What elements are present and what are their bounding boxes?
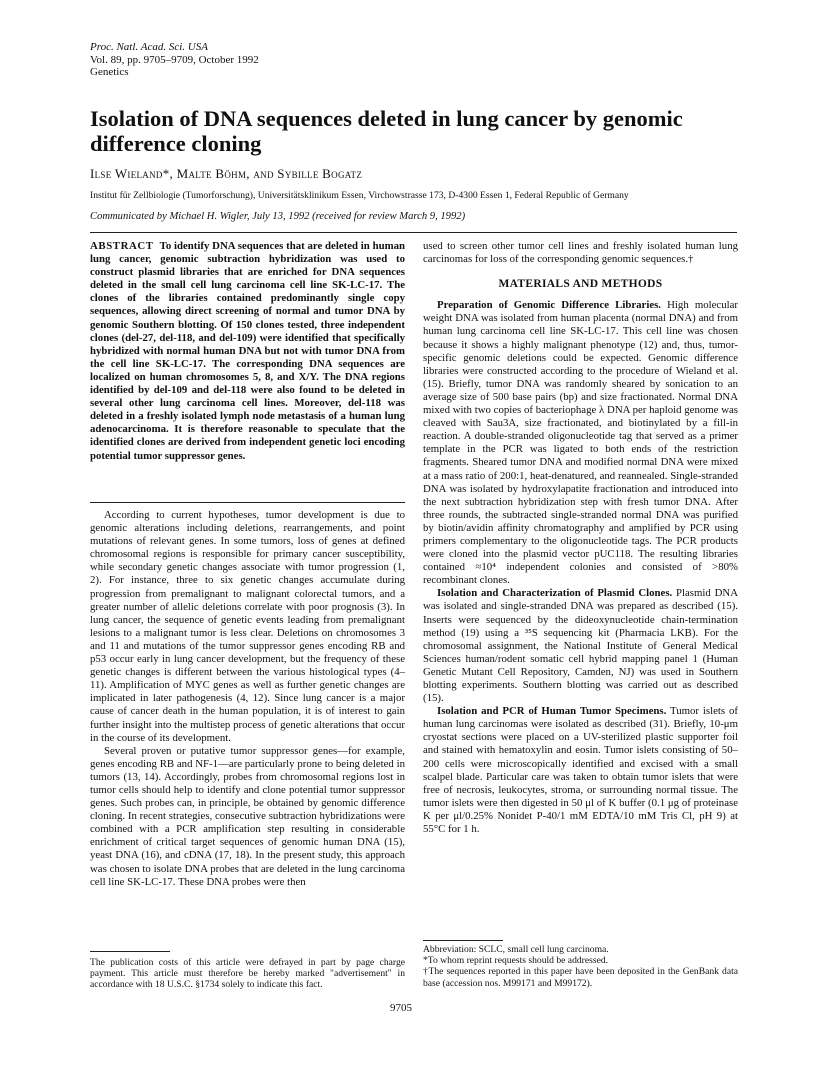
abstract-label: ABSTRACT [90, 240, 154, 252]
abstract-text: To identify DNA sequences that are deleted in human lung cancer, genomic subtraction hybridization was used to construct plasmid libraries that are enriched for DNA sequences deleted in the small cell lung carcinoma cell line SK-LC-17. The clones of the libraries contained predominantly single copy sequences, allowing direct screening of normal and tumor DNA by genomic Southern blotting. Of 150 clones tested, three independent clones (del-27, del-118, and del-109) were identified that specifically hybridized with normal human DNA but not with tumor DNA from the cell line SK-LC-17. The corresponding DNA sequences are localized on human chromosomes 5, 8, and X/Y. The DNA regions identified by del-109 and del-118 were also found to be deleted in several other lung carcinoma cell lines. Moreover, del-118 was deleted in a freshly isolated lymph node metastasis of a human lung adenocarcinoma. It is therefore reasonable to speculate that the identified clones are derived from independent genetic loci encoding potential tumor suppressor genes. [90, 240, 405, 462]
section-heading-materials-methods: MATERIALS AND METHODS [498, 278, 663, 291]
intro-paragraph-1: According to current hypotheses, tumor development is due to genomic alterations including deletions, rearrangements, and point mutations of relevant genes. In some tumors, loss of genes at defined chromosomal regions is responsible for primary cancer susceptibility, while secondary genetic changes associate with tumor progression (1, 2). For instance, three to six genetic changes accumulate during progression from premalignant to malignant colorectal tumors, and a greater number of allelic deletions correlate with poor prognosis (3). In lung cancer, the sequence of genetic events leading from premalignant lesions to a malignant tumor is less clear. Deletions on chromosomes 3 and 11 and mutations of the tumor suppressor genes encoding RB and p53 occur early in lung cancer development, but the frequency of these genetic changes is different between the various histological types (4–11). Amplification of MYC genes as well as further genetic changes are implicated in later pathogenesis (4, 12). Since lung cancer is a major cause of cancer death in the human population, it is of interest to gain further insight into the multistep process of genetic alterations that occur in the course of its development. [90, 509, 405, 744]
right-footnote-rule [423, 940, 503, 941]
affiliation: Institut für Zellbiologie (Tumorforschung), Universitätsklinikum Essen, Virchowstrasse 173, D-4300 Essen 1, Federal Republic of Germany [90, 190, 629, 201]
left-column [90, 509, 405, 889]
intro-paragraph-2: Several proven or putative tumor suppressor genes—for example, genes encoding RB and NF-1—are particularly prone to being deleted in tumors (13, 14). Accordingly, probes from chromosomal regions lost in tumor cells should help to identify and clone potential tumor suppressor genes. Such probes can, in principle, be obtained by genomic difference cloning. In recent strategies, consecutive subtraction hybridizations were combined with a PCR amplification step resulting in considerable enrichment of critical target sequences of genomic human DNA (15), yeast DNA (16), and cDNA (17, 18). In the present study, this approach was chosen to isolate DNA probes that are deleted in the lung carcinoma cell line SK-LC-17. These DNA probes were then [90, 744, 405, 888]
methods-paragraph-3: Isolation and PCR of Human Tumor Specimens. Tumor islets of human lung carcinomas were isolated as described (31). Briefly, 10-μm cryostat sections were placed on a UV-sterilized plastic supporter foil and stained with hematoxylin and eosin. Tumor islets consisting of 50–200 cells were microscopically identified and excised with a small scalpel blade. Particular care was taken to obtain tumor islets that were free of necrosis, leukocytes, stroma, or surrounding normal tissue. The tumor islets were then digested in 50 μl of K buffer (0.1 μg of proteinase K per μl/0.25% Nonidet P-40/1 mM EDTA/10 mM Tris Cl, pH 9) at 55°C for 1 h. [423, 705, 738, 836]
intro-continuation: used to screen other tumor cell lines and freshly isolated human lung carcinomas for loss of the corresponding genomic sequences.† [423, 240, 738, 266]
right-footnotes [423, 944, 738, 989]
volume-line: Vol. 89, pp. 9705–9709, October 1992 [90, 53, 259, 66]
methods-paragraph-1: Preparation of Genomic Difference Libraries. High molecular weight DNA was isolated from human placenta (normal DNA) and from human lung carcinoma cell line SK-LC-17. This cell line was chosen because it shows a highly malignant phenotype (12) and, thus, tumor-specific genomic deletions could be expected. Genomic difference libraries were constructed according to the procedure of Wieland et al. (15). Briefly, tumor DNA was randomly sheared by sonication to an average size of 500 base pairs (bp) and size fractionated. Normal DNA mixed with two copies of bacteriophage λ DNA per haploid genome was cleaved with Sau3A, size fractionated, and biotinylated by a fill-in reaction. A double-stranded oligonucleotide tag that served as a primer template in the PCR was ligated to both ends of the restriction fragments. Sheared tumor DNA and modified normal DNA were mixed at a mass ratio of 200:1, heat-denatured, and reannealed. Single-stranded DNA was isolated by hydroxylapatite fractionation and introduced into the next subtraction hybridization step with fresh tumor DNA. After three rounds, the subtracted single-stranded normal DNA was purified by biotin/avidin affinity chromatography and amplified by PCR using primers complementary to the oligonucleotide tags. The PCR products were cloned into the plasmid vector pUC118. The resulting libraries contained ≈10⁴ independent colonies and consisted of >80% recombinant clones. [423, 299, 738, 587]
header-divider [90, 232, 737, 233]
journal-header [90, 41, 259, 79]
subsection-heading-libraries: Preparation of Genomic Difference Libraries. [437, 299, 662, 312]
left-footnote-rule [90, 951, 170, 952]
abstract [90, 240, 405, 463]
journal-name: Proc. Natl. Acad. Sci. USA [90, 41, 208, 53]
journal-section: Genetics [90, 66, 129, 78]
page-number: 9705 [390, 1002, 412, 1014]
reprint-note: *To whom reprint requests should be addressed. [423, 955, 609, 967]
subsection-heading-plasmid-clones: Isolation and Characterization of Plasmid Clones. [437, 587, 673, 600]
paper-title: Isolation of DNA sequences deleted in lung cancer by genomic difference cloning [90, 106, 683, 156]
author-list: Ilse Wieland*, Malte Böhm, and Sybille Bogatz [90, 166, 363, 181]
right-column [423, 240, 738, 836]
abstract-divider [90, 502, 405, 503]
publication-cost-note: The publication costs of this article were defrayed in part by page charge payment. This article must therefore be hereby marked "advertisement" in accordance with 18 U.S.C. §1734 solely to indicate this fact. [90, 957, 405, 991]
genbank-note: †The sequences reported in this paper have been deposited in the GenBank data base (accession nos. M99171 and M99172). [423, 966, 738, 989]
abbreviation-note: Abbreviation: SCLC, small cell lung carcinoma. [423, 944, 609, 955]
subsection-heading-tumor-specimens: Isolation and PCR of Human Tumor Specimens. [437, 705, 667, 718]
communicated-by: Communicated by Michael H. Wigler, July 13, 1992 (received for review March 9, 1992) [90, 211, 466, 222]
methods-paragraph-2: Isolation and Characterization of Plasmid Clones. Plasmid DNA was isolated and single-stranded DNA was prepared as described (15). Inserts were sequenced by the dideoxynucleotide chain-termination method (19) using a ³⁵S sequencing kit (Pharmacia LKB). For the chromosomal assignment, the National Institute of General Medical Sciences human/rodent somatic cell hybrid mapping panel 1 (Human Genetic Mutant Cell Repository, Camden, NJ) was used in Southern blotting experiments. Southern blotting was carried out as described (15). [423, 587, 738, 705]
